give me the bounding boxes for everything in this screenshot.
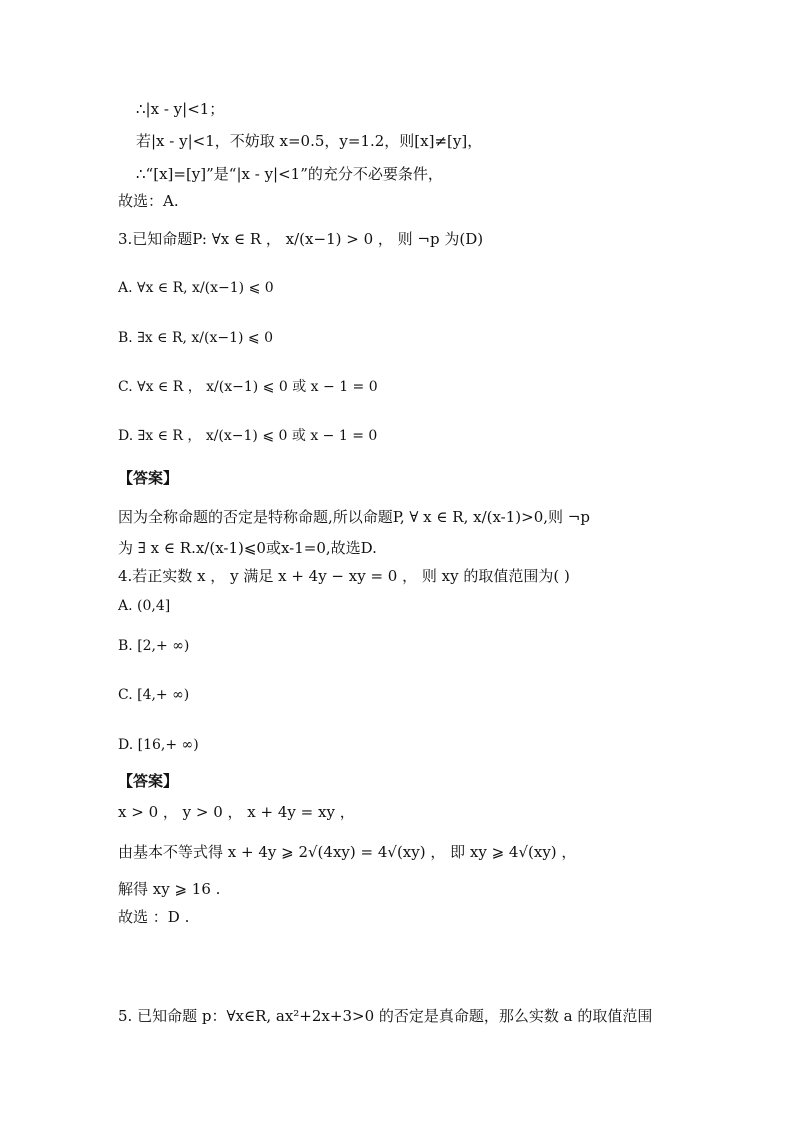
question-4-solution-1: x > 0 ， y > 0 ， x + 4y = xy ，: [118, 803, 355, 821]
question-4-option-b: B. [2,+ ∞): [118, 638, 190, 654]
question-3-option-c: C. ∀x ∈ R ， x/(x−1) ⩽ 0 或 x − 1 = 0: [118, 379, 378, 395]
conclusion-line: ∴“[x]=[y]”是“|x - y|<1”的充分不必要条件，: [136, 165, 443, 183]
answer-heading: 【答案】: [118, 469, 179, 487]
question-5: 5. 已知命题 p：∀x∈R, ax²+2x+3>0 的否定是真命题，那么实数 a 的取值范围: [118, 1007, 653, 1025]
question-4-solution-3: 解得 xy ⩾ 16 .: [118, 880, 221, 898]
question-4: 4.若正实数 x ， y 满足 x + 4y − xy = 0 ， 则 xy 的取值范围为( ): [118, 567, 570, 585]
therefore-line: ∴|x - y|<1；: [136, 100, 225, 118]
counterexample-line: 若|x - y|<1，不妨取 x=0.5，y=1.2，则[x]≠[y]，: [136, 132, 483, 150]
question-4-option-c: C. [4,+ ∞): [118, 687, 190, 703]
question-4-solution-2: 由基本不等式得 x + 4y ⩾ 2√(4xy) = 4√(xy) ， 即 xy ⩾ 4√(xy) ，: [118, 843, 577, 861]
question-3: 3.已知命题P: ∀x ∈ R ， x/(x−1) > 0 ， 则 ¬p 为(D): [118, 230, 484, 248]
question-4-solution-4: 故选 ：D .: [118, 908, 190, 926]
question-3-explanation-1: 因为全称命题的否定是特称命题,所以命题P, ∀ x ∈ R, x/(x-1)>0,则 ¬p: [118, 508, 590, 526]
question-4-option-d: D. [16,+ ∞): [118, 737, 199, 753]
question-4-option-a: A. (0,4]: [118, 598, 171, 614]
question-3-option-b: B. ∃x ∈ R, x/(x−1) ⩽ 0: [118, 330, 273, 346]
answer-choice-line: 故选：A.: [118, 192, 179, 210]
question-3-explanation-2: 为 ∃ x ∈ R.x/(x-1)⩽0或x-1=0,故选D.: [118, 539, 377, 557]
question-3-option-d: D. ∃x ∈ R ， x/(x−1) ⩽ 0 或 x − 1 = 0: [118, 428, 378, 444]
question-3-option-a: A. ∀x ∈ R, x/(x−1) ⩽ 0: [118, 280, 274, 296]
answer-heading: 【答案】: [118, 772, 179, 790]
